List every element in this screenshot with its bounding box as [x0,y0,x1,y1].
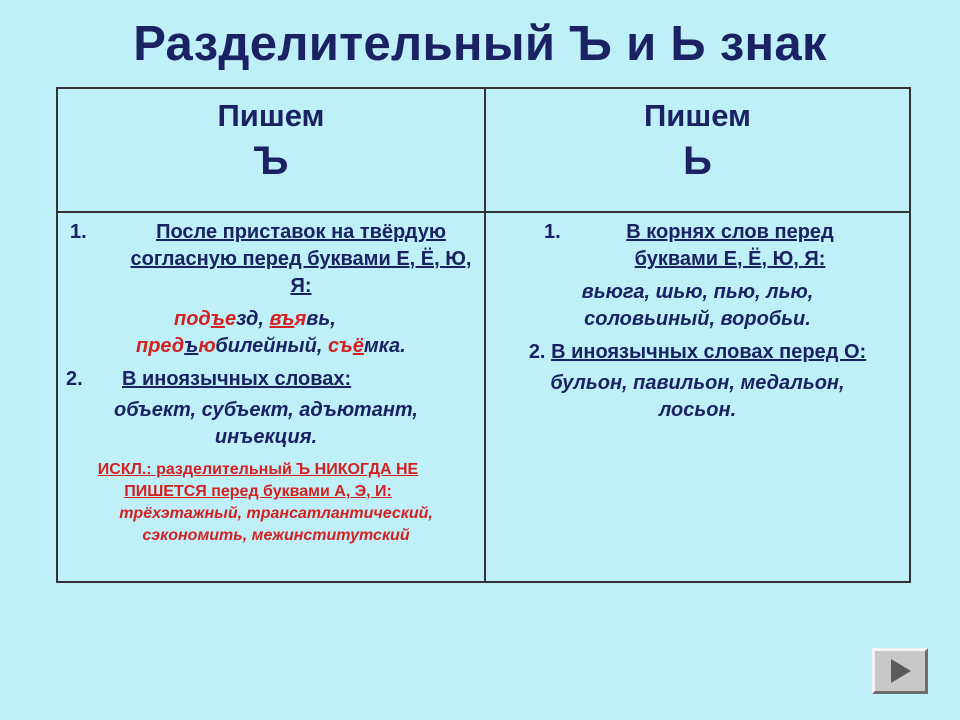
highlight-letter: ъ [184,335,199,357]
header-label: Пишем [217,98,325,133]
example-word: пред [136,335,185,357]
play-triangle-icon [891,659,911,683]
example-word: билейный, [215,335,328,357]
example-word: е [224,308,237,330]
example-line: бульон, павильон, медальон, лосьон. [550,372,845,421]
highlight-letter: ё [352,335,364,357]
rules-table [56,87,911,583]
highlight-letter: ъ [210,308,225,330]
rule-item [486,339,909,366]
header-letter: Ь [683,139,712,183]
example-line [58,306,484,360]
rule-text: В иноязычных словах перед О: [551,341,867,363]
rule-number: 2. [66,368,83,390]
exception-examples: трёхэтажный, трансатлантический, сэкономить, межинститутский [119,505,433,544]
rule-number: 1. [70,221,87,243]
rule-text: В иноязычных словах: [122,368,352,390]
header-hard-sign [58,89,484,211]
example-word: зд, [236,308,270,330]
page-title: Разделительный Ъ и Ь знак [133,17,827,71]
next-slide-button[interactable] [872,648,928,694]
example-word: съ [327,335,353,357]
example-word: вь, [306,308,336,330]
hard-sign-rules [58,213,484,581]
example-line: вьюга, шью, пью, лью, соловьиный, воробьи. [581,281,814,330]
rule-item [486,219,909,273]
rule-item [58,366,484,393]
rule-text: В корнях слов перед буквами Е, Ё, Ю, Я: [626,221,834,270]
rule-number: 2. [528,341,546,363]
example-word: под [174,308,211,330]
rule-number: 1. [544,221,561,243]
header-letter: Ъ [253,139,289,183]
rule-text: После приставок на твёрдую согласную перед буквами Е, Ё, Ю, Я: [130,221,472,297]
header-soft-sign [486,89,909,211]
example-word: я [294,308,307,330]
example-line: объект, субъект, адъютант, инъекция. [114,399,418,448]
soft-sign-rules [486,213,909,581]
exception-note [58,459,484,503]
example-word: ю [198,335,216,357]
rule-item [58,219,484,300]
header-label: Пишем [644,98,751,133]
example-word: мка. [363,335,406,357]
highlight-letter: въ [269,308,295,330]
exception-text: ИСКЛ.: разделительный Ъ НИКОГДА НЕ ПИШЕТСЯ перед буквами А, Э, И: [97,461,419,500]
